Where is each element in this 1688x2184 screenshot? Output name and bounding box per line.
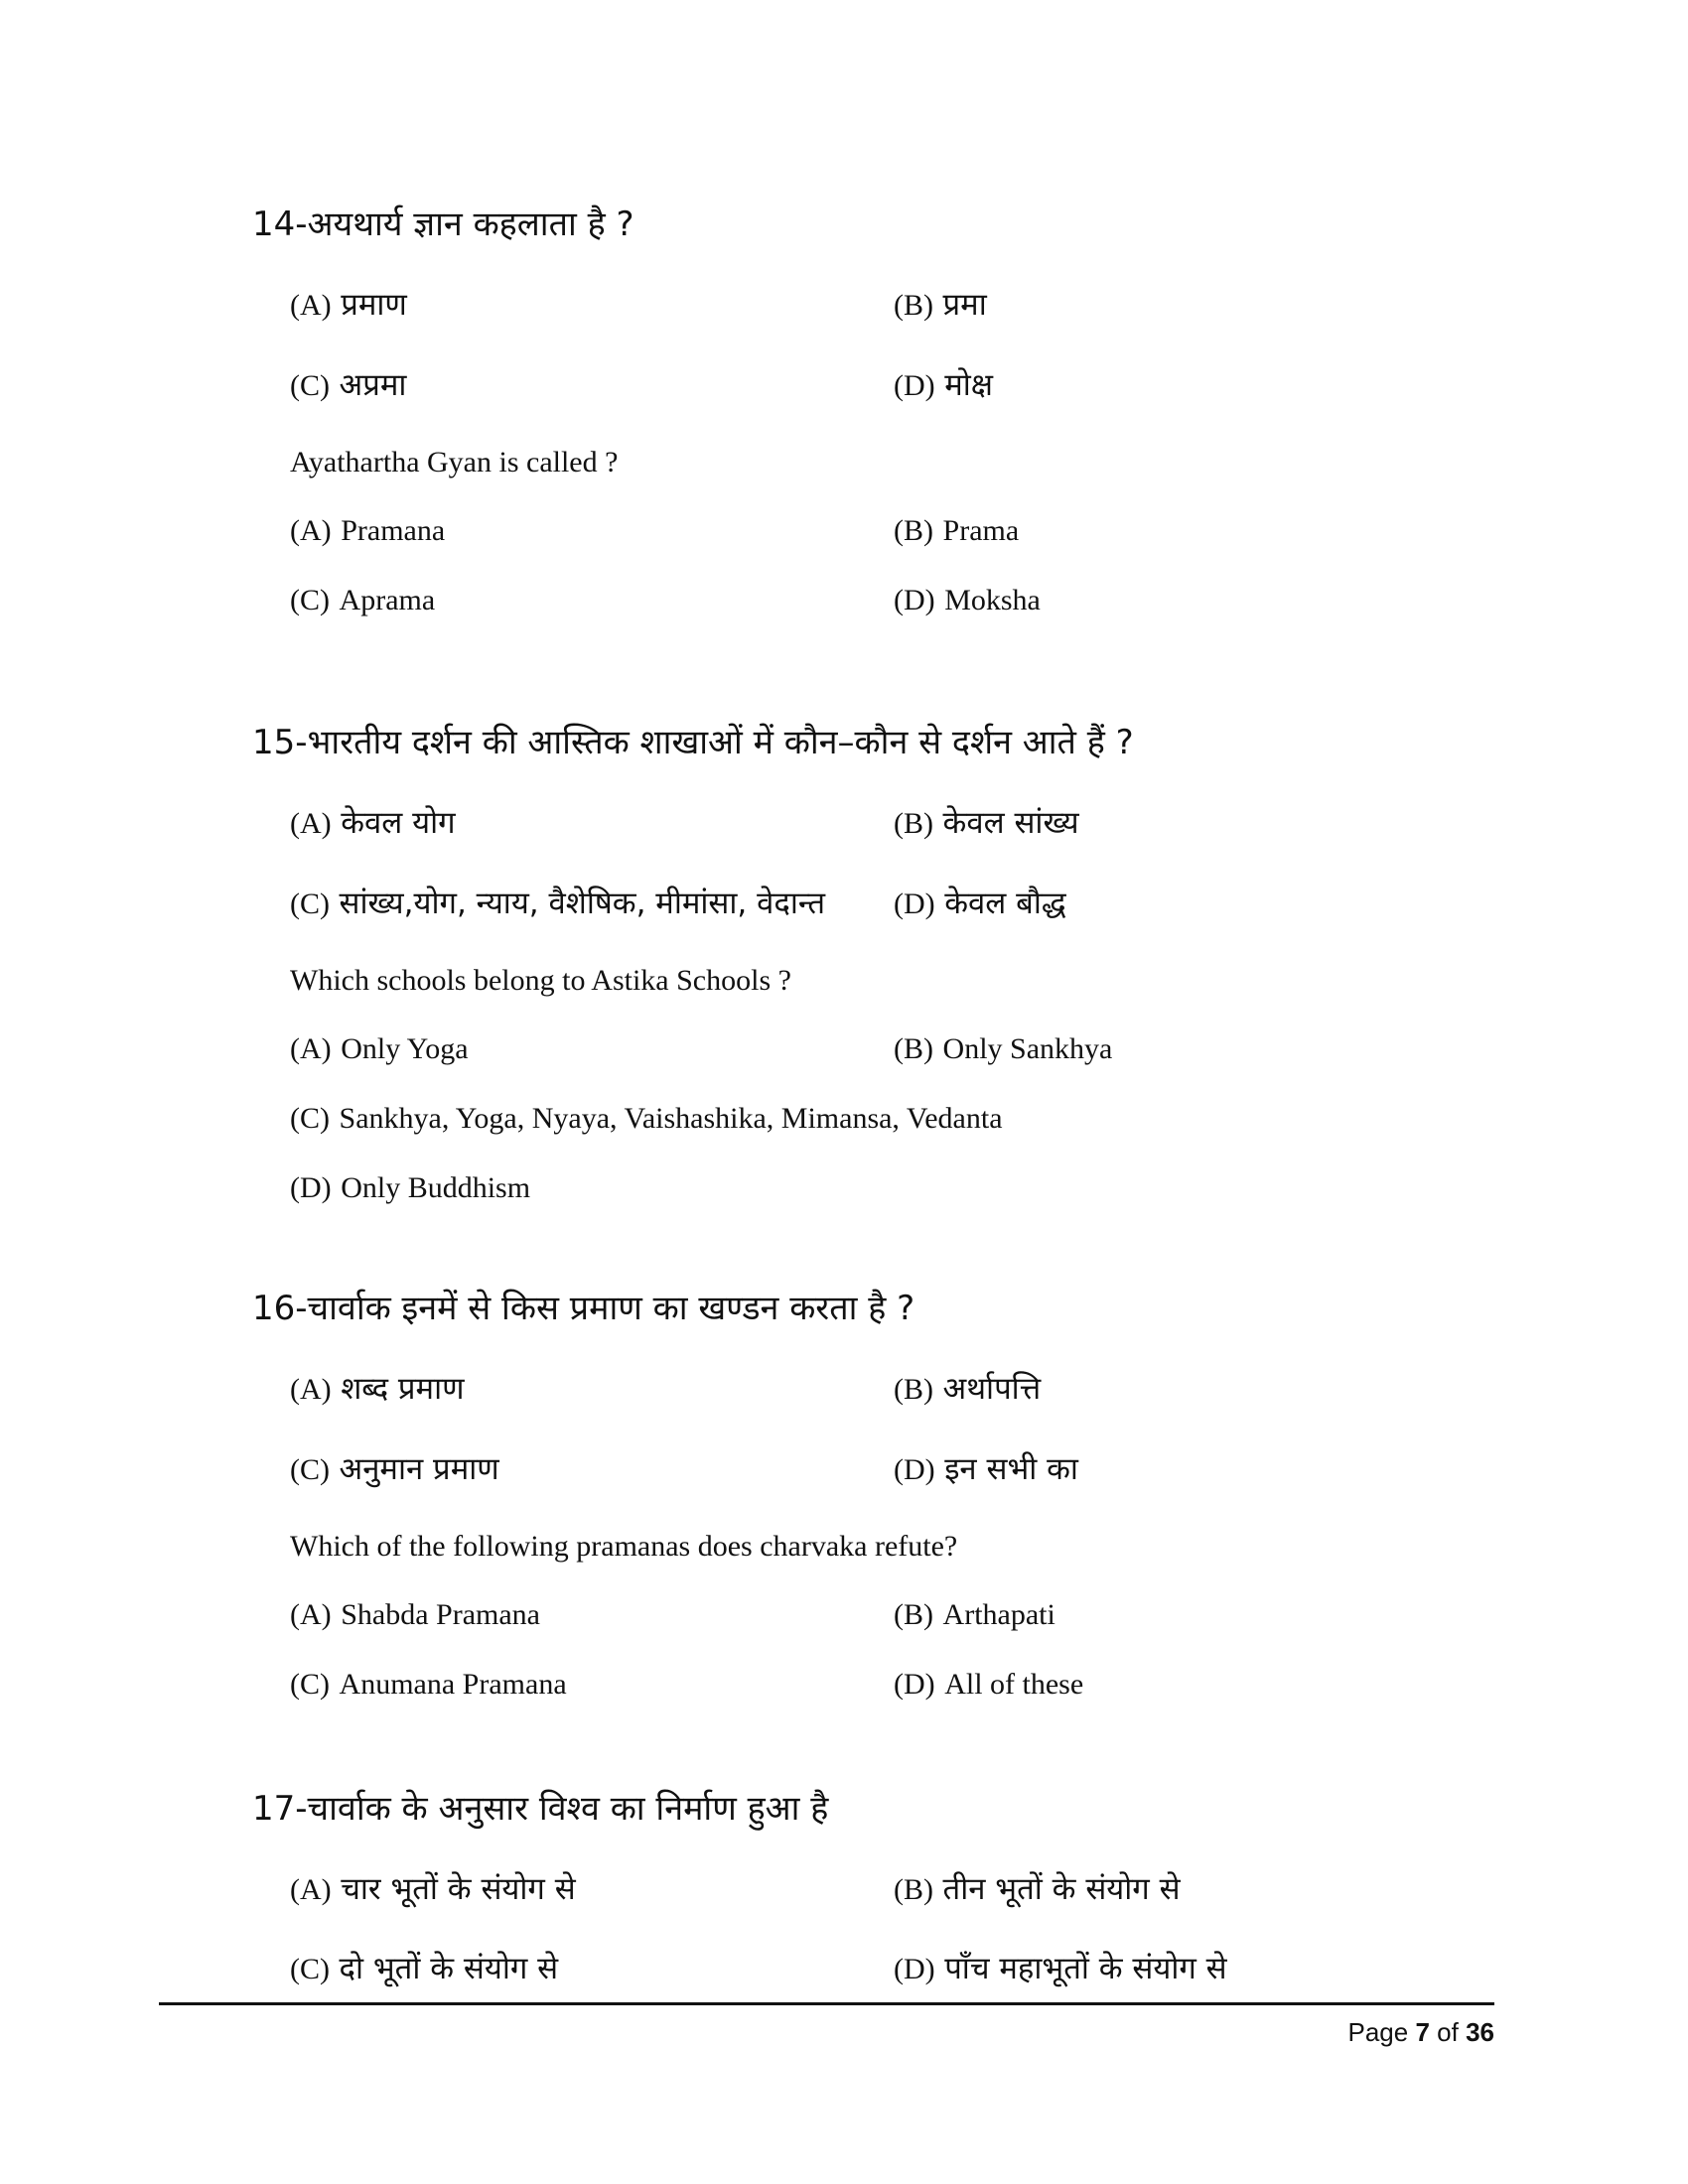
- q14-en-option-c: [290, 581, 435, 620]
- option-text: सांख्य,योग, न्याय, वैशेषिक, मीमांसा, वेदान्त: [339, 886, 826, 921]
- total-pages: 36: [1466, 2017, 1494, 2047]
- option-text: Arthapati: [942, 1598, 1055, 1631]
- q17-hi-option-d: [894, 1949, 1227, 1989]
- option-text: चार भूतों के संयोग से: [341, 1871, 576, 1907]
- option-label: (B): [894, 1598, 933, 1631]
- option-text: Sankhya, Yoga, Nyaya, Vaishashika, Mimansa, Vedanta: [339, 1102, 1003, 1135]
- option-text: प्रमाण: [341, 287, 407, 323]
- option-text: अनुमान प्रमाण: [339, 1451, 499, 1487]
- option-text: इन सभी का: [944, 1451, 1078, 1487]
- option-label: (A): [290, 514, 332, 547]
- option-label: (A): [290, 1873, 332, 1906]
- option-text: Moksha: [944, 584, 1041, 616]
- option-text: Only Buddhism: [341, 1171, 531, 1204]
- question-16-english: Which of the following pramanas does charvaka refute?: [290, 1530, 958, 1563]
- option-label: (C): [290, 584, 330, 616]
- q15-en-option-c: [290, 1099, 1003, 1139]
- option-text: अप्रमा: [339, 367, 407, 403]
- option-text: दो भूतों के संयोग से: [339, 1951, 559, 1986]
- option-label: (B): [894, 289, 933, 322]
- option-text: Anumana Pramana: [339, 1668, 567, 1701]
- q17-hi-option-a: [290, 1869, 576, 1910]
- option-label: (D): [290, 1171, 332, 1204]
- q16-en-option-c: [290, 1665, 567, 1705]
- option-text: शब्द प्रमाण: [341, 1371, 465, 1407]
- q14-hi-option-b: [894, 285, 987, 326]
- question-15-english: Which schools belong to Astika Schools ?: [290, 964, 791, 997]
- current-page: 7: [1415, 2017, 1430, 2047]
- option-label: (C): [290, 1953, 330, 1985]
- q16-en-option-a: [290, 1595, 540, 1635]
- q15-en-option-a: [290, 1029, 469, 1069]
- option-label: (D): [894, 1953, 935, 1985]
- option-label: (D): [894, 1668, 935, 1701]
- option-text: मोक्ष: [944, 367, 993, 403]
- option-label: (C): [290, 369, 330, 402]
- option-label: (B): [894, 1032, 933, 1065]
- option-text: All of these: [944, 1668, 1084, 1701]
- option-text: Only Sankhya: [942, 1032, 1113, 1065]
- q14-en-option-a: [290, 511, 445, 551]
- option-label: (B): [894, 807, 933, 840]
- question-15-hindi: 15-भारतीय दर्शन की आस्तिक शाखाओं में कौन–कौन से दर्शन आते हैं ?: [252, 723, 1134, 762]
- q14-hi-option-c: [290, 365, 406, 406]
- option-text: केवल योग: [341, 805, 456, 841]
- option-label: (C): [290, 887, 330, 920]
- option-text: केवल बौद्ध: [944, 886, 1066, 921]
- option-label: (C): [290, 1668, 330, 1701]
- option-label: (D): [894, 1453, 935, 1486]
- q16-hi-option-c: [290, 1449, 499, 1490]
- option-label: (A): [290, 807, 332, 840]
- q16-hi-option-b: [894, 1369, 1041, 1410]
- option-label: (B): [894, 1373, 933, 1406]
- option-text: पाँच महाभूतों के संयोग से: [944, 1951, 1227, 1986]
- question-17-hindi: 17-चार्वाक के अनुसार विश्व का निर्माण हुआ है: [252, 1789, 829, 1829]
- option-label: (B): [894, 1873, 933, 1906]
- page-word: Page: [1347, 2017, 1409, 2047]
- q16-en-option-d: [894, 1665, 1083, 1705]
- option-label: (C): [290, 1102, 330, 1135]
- option-label: (A): [290, 1598, 332, 1631]
- question-14-hindi: 14-अयथार्य ज्ञान कहलाता है ?: [252, 205, 634, 244]
- q14-hi-option-a: [290, 285, 407, 326]
- question-16-hindi: 16-चार्वाक इनमें से किस प्रमाण का खण्डन करता है ?: [252, 1289, 915, 1328]
- option-label: (B): [894, 514, 933, 547]
- q15-hi-option-d: [894, 884, 1066, 924]
- q17-hi-option-c: [290, 1949, 558, 1989]
- q14-hi-option-d: [894, 365, 993, 406]
- option-text: Prama: [942, 514, 1020, 547]
- q14-en-option-b: [894, 511, 1019, 551]
- option-text: प्रमा: [942, 287, 987, 323]
- option-text: Only Yoga: [341, 1032, 469, 1065]
- question-14-english: Ayathartha Gyan is called ?: [290, 446, 619, 478]
- option-text: अर्थापत्ति: [942, 1371, 1042, 1407]
- option-label: (D): [894, 369, 935, 402]
- q16-en-option-b: [894, 1595, 1055, 1635]
- q14-en-option-d: [894, 581, 1041, 620]
- q15-hi-option-b: [894, 803, 1079, 844]
- option-text: तीन भूतों के संयोग से: [942, 1871, 1181, 1907]
- option-label: (A): [290, 1032, 332, 1065]
- option-text: Aprama: [339, 584, 436, 616]
- option-label: (A): [290, 1373, 332, 1406]
- of-word: of: [1437, 2017, 1459, 2047]
- option-text: Shabda Pramana: [341, 1598, 540, 1631]
- q16-hi-option-a: [290, 1369, 465, 1410]
- q15-hi-option-a: [290, 803, 456, 844]
- q15-en-option-d: [290, 1168, 530, 1208]
- option-label: (C): [290, 1453, 330, 1486]
- q16-hi-option-d: [894, 1449, 1078, 1490]
- page-number: [1347, 2015, 1494, 2049]
- option-text: केवल सांख्य: [942, 805, 1079, 841]
- q15-en-option-b: [894, 1029, 1112, 1069]
- q15-hi-option-c: [290, 884, 825, 924]
- option-label: (D): [894, 584, 935, 616]
- q17-hi-option-b: [894, 1869, 1181, 1910]
- option-text: Pramana: [341, 514, 446, 547]
- footer-rule: [159, 2002, 1494, 2005]
- option-label: (D): [894, 887, 935, 920]
- option-label: (A): [290, 289, 332, 322]
